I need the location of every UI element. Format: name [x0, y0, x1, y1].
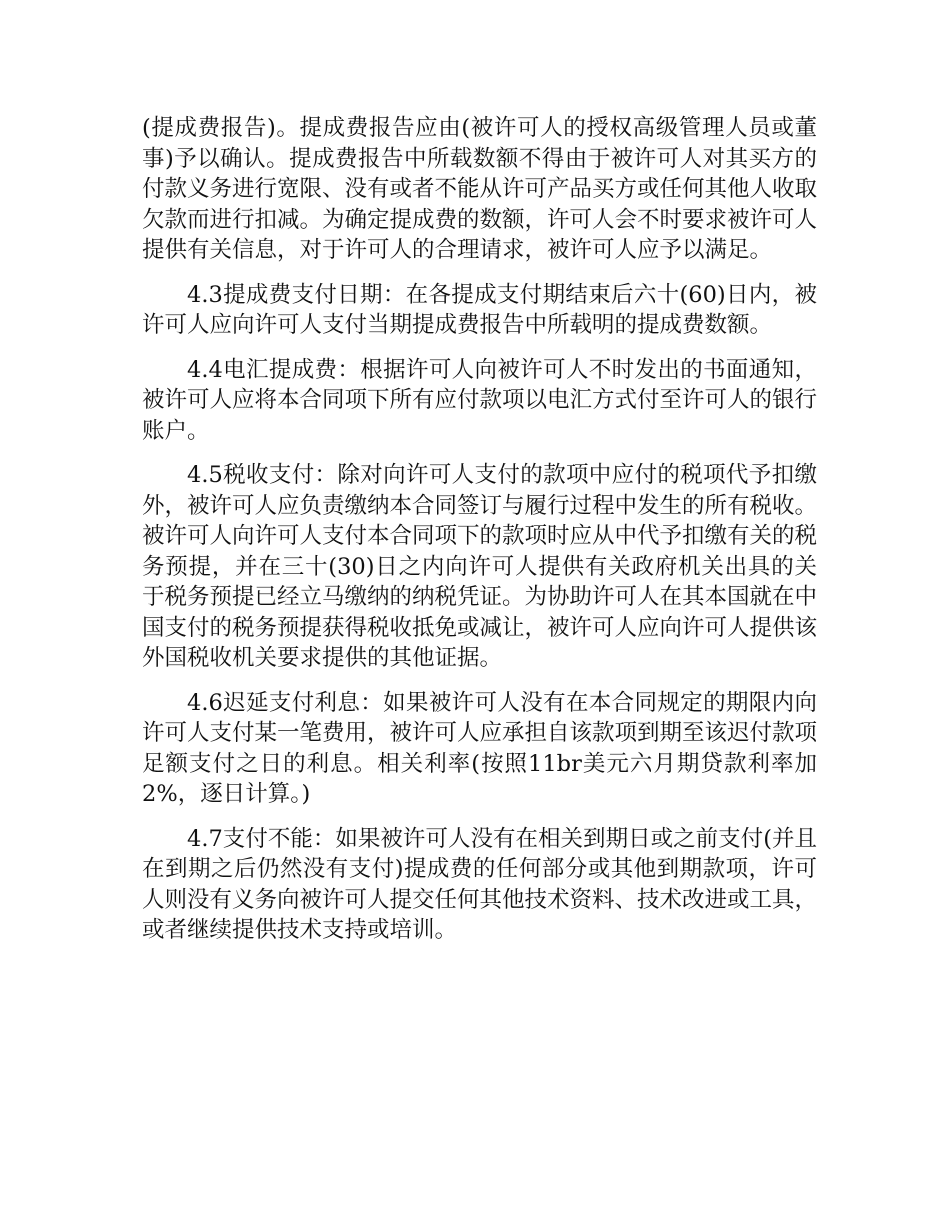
paragraph-4-7-nonpayment: 4.7支付不能：如果被许可人没有在相关到期日或之前支付(并且在到期之后仍然没有支付)提成费的任何部分或其他到期款项，许可人则没有义务向被许可人提交任何其他技术资料、技术改进或工具，或者继续提供技术支持或培训。 [142, 825, 818, 943]
paragraph-4-4-wire-transfer: 4.4电汇提成费：根据许可人向被许可人不时发出的书面通知，被许可人应将本合同项下所有应付款项以电汇方式付至许可人的银行账户。 [142, 356, 818, 444]
paragraph-4-6-late-interest: 4.6迟延支付利息：如果被许可人没有在本合同规定的期限内向许可人支付某一笔费用，被许可人应承担自该款项到期至该迟付款项足额支付之日的利息。相关利率(按照11br美元六月期贷款利率加2%，逐日计算。) [142, 689, 818, 807]
paragraph-4-3-payment-date: 4.3提成费支付日期：在各提成支付期结束后六十(60)日内，被许可人应向许可人支付当期提成费报告中所载明的提成费数额。 [142, 281, 817, 338]
paragraph-royalty-report: (提成费报告)。提成费报告应由(被许可人的授权高级管理人员或董事)予以确认。提成费报告中所载数额不得由于被许可人对其买方的付款义务进行宽限、没有或者不能从许可产品买方或任何其他人收取欠款而进行扣减。为确定提成费的数额，许可人会不时要求被许可人提供有关信息，对于许可人的合理请求，被许可人应予以满足。 [142, 115, 818, 263]
paragraph-4-5-tax-payment: 4.5税收支付：除对向许可人支付的款项中应付的税项代予扣缴外，被许可人应负责缴纳本合同签订与履行过程中发生的所有税收。被许可人向许可人支付本合同项下的款项时应从中代予扣缴有关的税务预提，并在三十(30)日之内向许可人提供有关政府机关出具的关于税务预提已经立马缴纳的纳税凭证。为协助许可人在其本国就在中国支付的税务预提获得税收抵免或减让，被许可人应向许可人提供该外国税收机关要求提供的其他证据。 [142, 462, 818, 671]
document-page [142, 113, 817, 960]
